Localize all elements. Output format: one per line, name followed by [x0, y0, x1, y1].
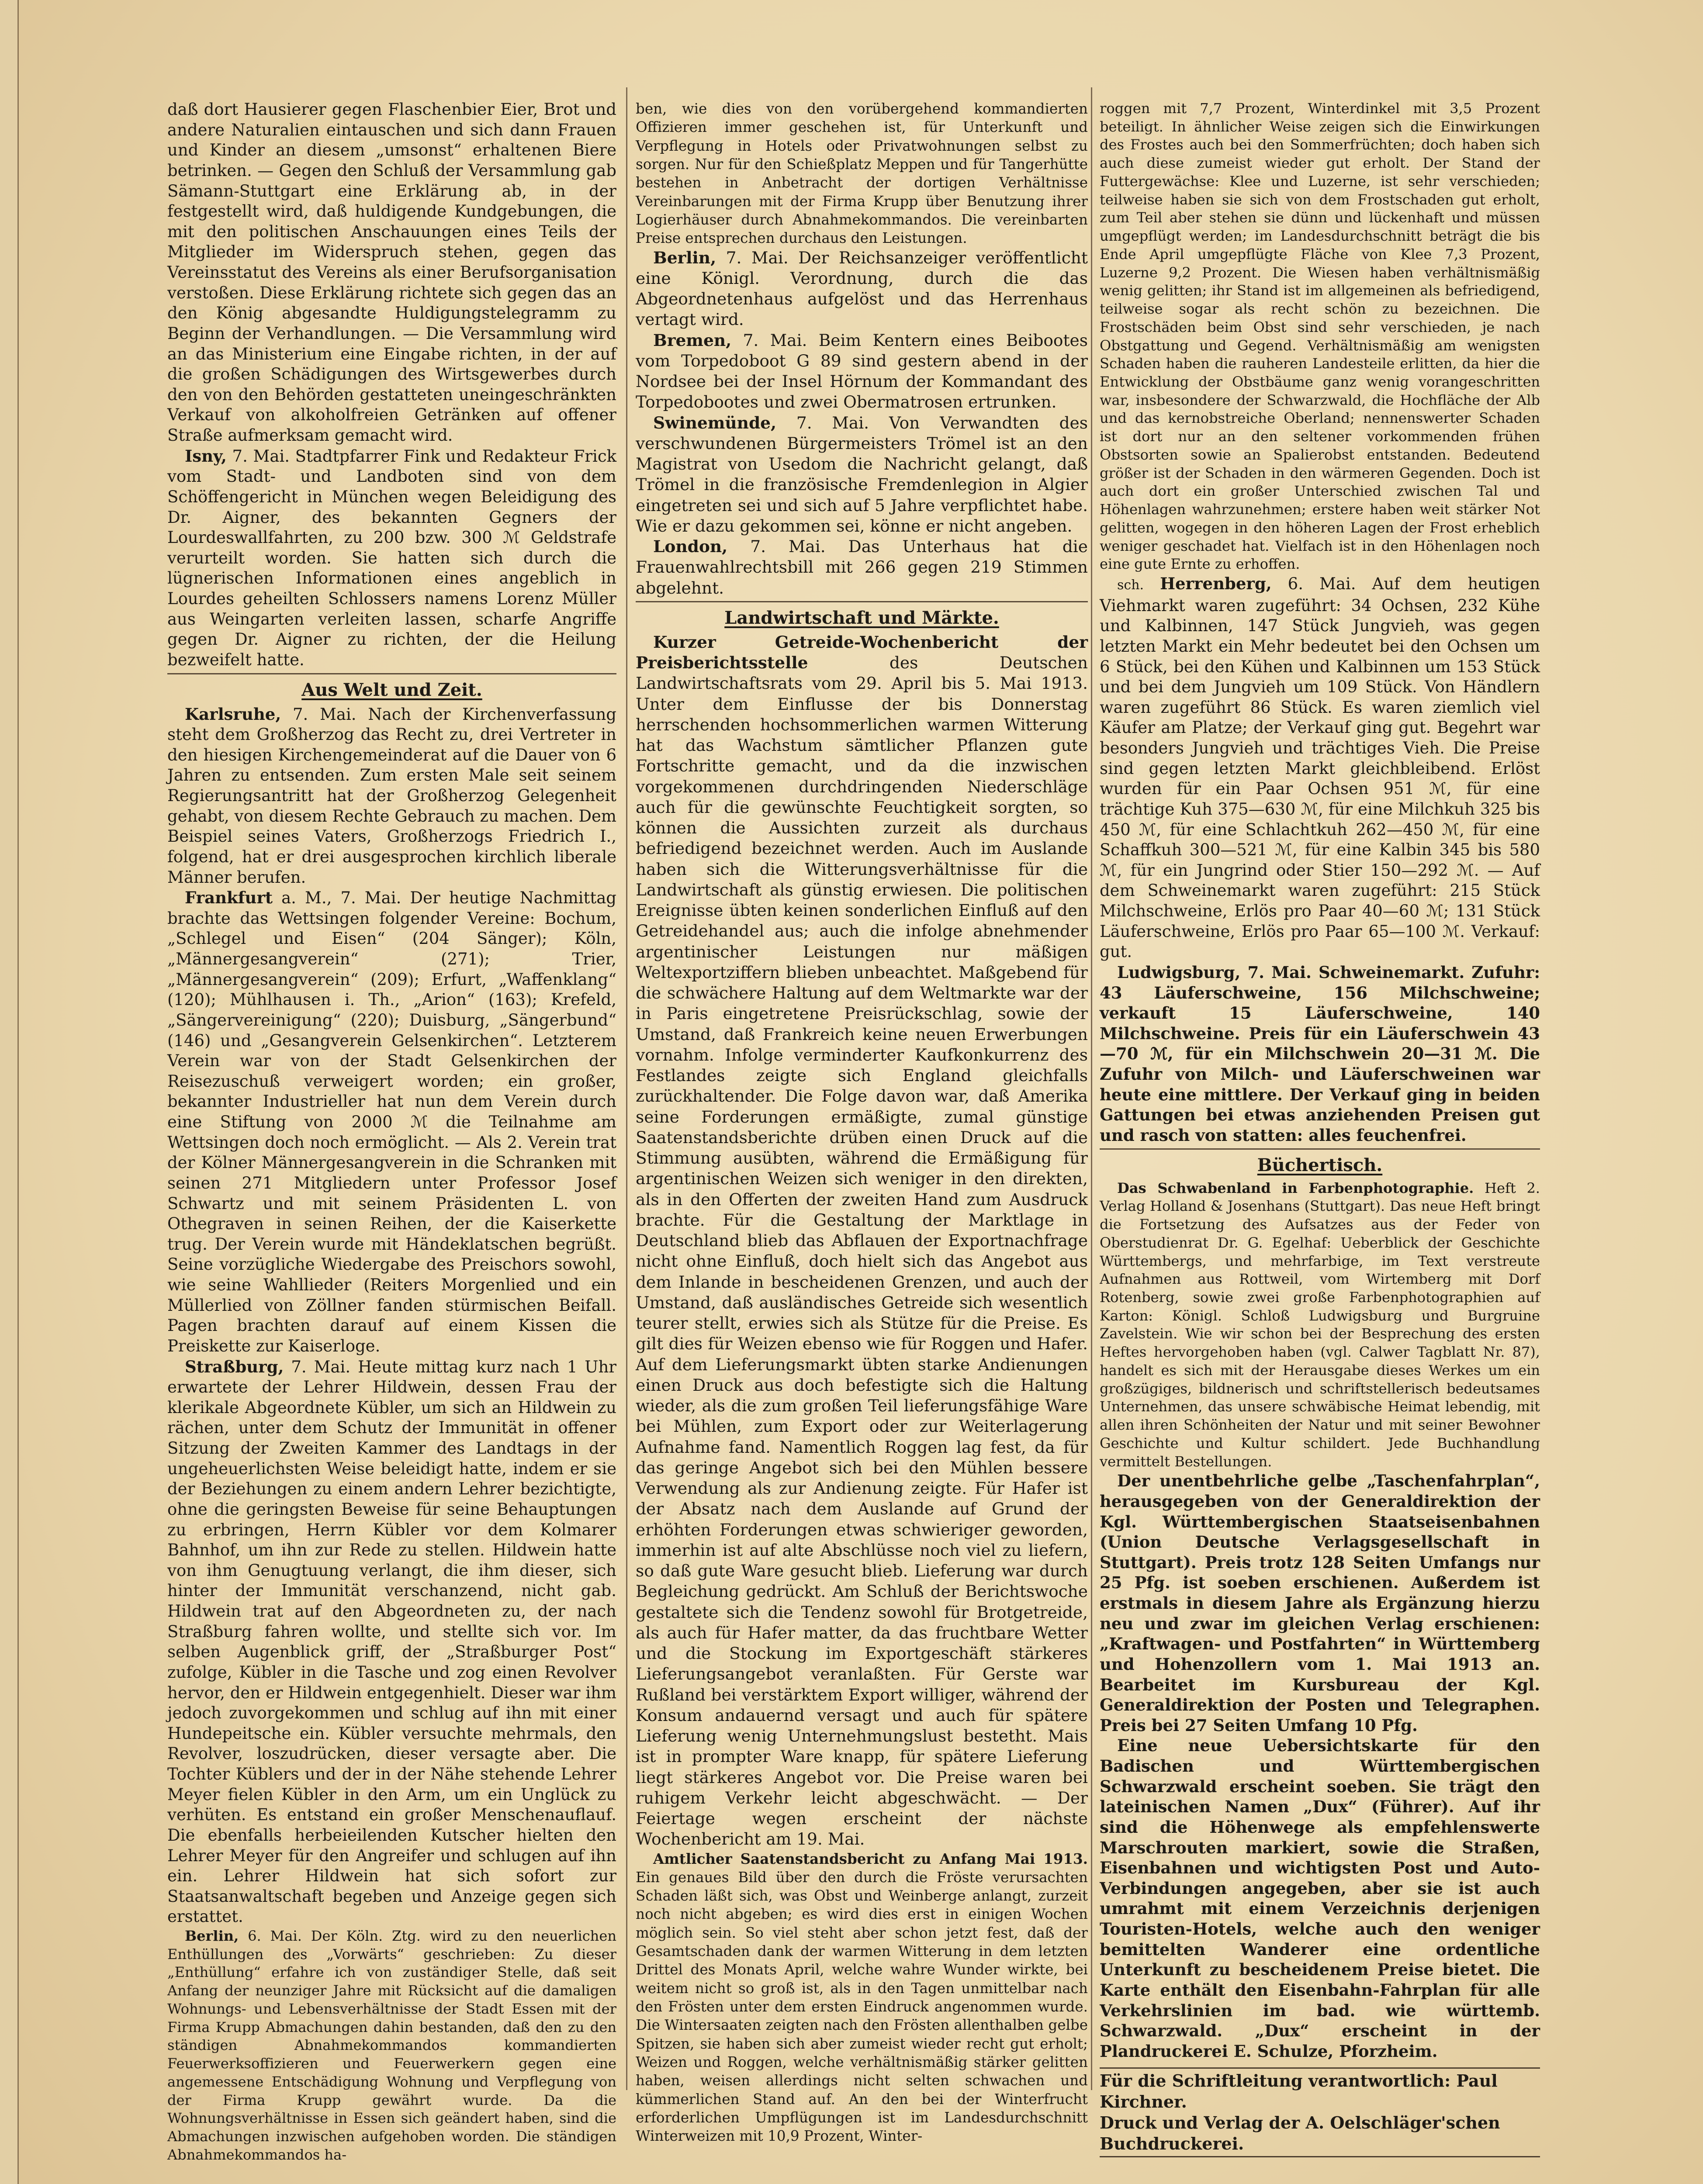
article-karlsruhe: Karlsruhe, 7. Mai. Nach der Kirchenverfassung steht dem Großherzog das Recht zu, drei Vertreter in den hiesigen Kirchengemeinderat auf die Dauer von 6 Jahren zu entsenden. Zum ersten Male seit seinem Regierungsantritt hat der Großherzog Gelegenheit gehabt, von diesem Rechte Gebrauch zu machen. Dem Beispiel seines Vaters, Großherzogs Friedrich I., folgend, hat er drei ausgesprochen kirchlich liberale Männer berufen.: [167, 704, 616, 887]
column-2: [636, 100, 1088, 2146]
article-taschenfahrplan: Der unentbehrliche gelbe „Taschenfahrplan“, herausgegeben von der Generaldirektion der Kgl. Württembergischen Staatseisenbahnen (Union Deutsche Verlagsgesellschaft in Stuttgart). Preis trotz 128 Seiten Umfangs nur 25 Pfg. ist soeben erschienen. Außerdem ist erstmals in diesem Jahre als Ergänzung hierzu neu und zwar im gleichen Verlag erschienen: „Kraftwagen- und Postfahrten“ in Württemberg und Hohenzollern vom 1. Mai 1913 an. Bearbeitet im Kursbureau der Kgl. Generaldirektion der Posten und Telegraphen. Preis bei 27 Seiten Umfang 10 Pfg.: [1100, 1471, 1540, 1735]
column-3: [1100, 100, 1540, 2157]
article-strassburg: Straßburg, 7. Mai. Heute mittag kurz nach 1 Uhr erwartete der Lehrer Hildwein, dessen Frau der klerikale Abgeordnete Kübler, um sich an Hildwein zu rächen, unter dem Schutz der Immunität in offener Sitzung der Zweiten Kammer des Landtags in der ungeheuerlichsten Weise beleidigt hatte, indem er sie der Beziehungen zu einem andern Lehrer bezichtigte, ohne die geringsten Beweise für seine Behauptungen zu erbringen, Herrn Kübler vor dem Kolmarer Bahnhof, um ihn zur Rede zu stellen. Hildwein hatte von ihm Genugtuung verlangt, die ihm dieser, sich hinter der Immunität verschanzend, nicht gab. Hildwein trat auf den Abgeordneten zu, der nach Straßburg fahren wollte, und stellte sich vor. Im selben Augenblick griff, der „Straßburger Post“ zufolge, Kübler in die Tasche und zog einen Revolver hervor, den er Hildwein entgegenhielt. Dieser war ihm jedoch zuvorgekommen und schlug auf ihn mit einer Hundepeitsche ein. Kübler versuchte mehrmals, den Revolver, loszudrücken, dieser versagte aber. Die Tochter Küblers und der in der Nähe stehende Lehrer Meyer fielen Kübler in den Arm, um ein Unglück zu verhüten. Es entstand ein großer Menschenauflauf. Die ebenfalls herbeieilenden Kutscher hielten den Lehrer Meyer für den Angreifer und schlugen auf ihn ein. Lehrer Hildwein hat sich sofort zur Staatsanwaltschaft begeben und Anzeige gegen sich erstattet.: [167, 1357, 616, 1926]
article-schwabenland: Das Schwabenland in Farbenphotographie. Heft 2. Verlag Holland & Josenhans (Stuttgart). Das neue Heft bringt die Fortsetzung des Aufsatzes aus der Feder von Oberstudienrat Dr. G. Egelhaf: Ueberblick der Geschichte Württembergs, und mehrfarbige, im Text verstreute Aufnahmen aus Rottweil, vom Wirtemberg mit Dorf Rotenberg, sowie zwei große Farbenphotographien auf Karton: Königl. Schloß Ludwigsburg und Burgruine Zavelstein. Wie wir schon bei der Besprechung des ersten Heftes hervorgehoben haben (vgl. Calwer Tagblatt Nr. 87), handelt es sich mit der Herausgabe dieses Werkes um ein großzügiges, bildnerisch und schriftstellerisch bedeutsames Unternehmen, das unsere schwäbische Heimat lebendig, mit allen ihren Schönheiten der Natur und mit seiner Bewohner Geschichte und Kultur schildert. Jede Buchhandlung vermittelt Bestellungen.: [1100, 1179, 1540, 1470]
article-swinemuende: Swinemünde, 7. Mai. Von Verwandten des verschwundenen Bürgermeisters Trömel ist an den Magistrat von Usedom die Nachricht gelangt, daß Trömel in die französische Fremdenlegion in Algier eingetreten sei und sich auf 5 Jahre verpflichtet habe. Wie er dazu gekommen sei, könne er nicht angeben.: [636, 413, 1088, 536]
article-london: London, 7. Mai. Das Unterhaus hat die Frauenwahlrechtsbill mit 266 gegen 219 Stimmen abgelehnt.: [636, 537, 1088, 598]
section-rule: [1100, 1148, 1540, 1150]
imprint-publisher: Druck und Verlag der A. Oelschläger'schen Buchdruckerei.: [1100, 2113, 1500, 2154]
article-saatenstand: Amtlicher Saatenstandsbericht zu Anfang Mai 1913. Ein genaues Bild über den durch die Fröste verursachten Schaden läßt sich, was Obst und Weinberge anlangt, zurzeit noch nicht abgeben; es wird dies erst in einigen Wochen möglich sein. So viel steht aber schon jetzt fest, daß der Gesamtschaden dank der warmen Witterung in dem letzten Drittel des Monats April, welche wahre Wunder wirkte, bei weitem nicht so groß ist, als in den Tagen unmittelbar nach den Frösten unter dem ersten Eindruck angenommen wurde. Die Wintersaaten zeigten nach den Frösten allenthalben gelbe Spitzen, sie haben sich aber zumeist wieder recht gut erholt; Weizen und Roggen, welche verhältnismäßig stärker gelitten haben, weisen allerdings nicht selten schwachen und kümmerlichen Stand auf. An den bei der Winterfrucht erforderlichen Umpflügungen ist im Landesdurchschnitt Winterweizen mit 10,9 Prozent, Winter-: [636, 1850, 1088, 2145]
article-isny: Isny, 7. Mai. Stadtpfarrer Fink und Redakteur Frick vom Stadt- und Landboten sind von dem Schöffengericht in München wegen Beleidigung des Dr. Aigner, des bekannten Gegners der Lourdeswallfahrten, zu 200 bzw. 300 ℳ Geldstrafe verurteilt worden. Sie hatten sich durch die lügnerischen Informationen eines angeblich in Lourdes geheilten Schlossers namens Lorenz Müller aus Weingarten verleiten lassen, scharfe Angriffe gegen Dr. Aigner zu richten, der die Heilung bezweifelt hatte.: [167, 446, 616, 669]
previous-page-edge: [0, 0, 17, 2184]
section-heading: Büchertisch.: [1257, 1154, 1383, 1175]
imprint: [1100, 2067, 1540, 2157]
column-divider: [1091, 87, 1092, 2090]
imprint-editor: Für die Schriftleitung verantwortlich: Paul Kirchner.: [1100, 2071, 1498, 2112]
article-text: roggen mit 7,7 Prozent, Winterdinkel mit 3,5 Prozent beteiligt. In ähnlicher Weise zeigen sich die Einwirkungen des Frostes auch bei den Sommerfrüchten; doch haben sich auch diese zumeist wieder gut erholt. Der Stand der Futtergewächse: Klee und Luzerne, ist sehr verschieden; teilweise haben sie sich von dem Frostschaden gut erholt, zum Teil aber stehen sie dünn und lückenhaft und müssen umgepflügt werden; im Landesdurchschnitt beträgt die bis Ende April umgepflügte Fläche von Klee 7,3 Prozent, Luzerne 9,2 Prozent. Die Wiesen haben verhältnismäßig wenig gelitten; ihr Stand ist im allgemeinen als befriedigend, teilweise sogar als recht schön zu bezeichnen. Die Frostschäden beim Obst sind sehr verschieden, je nach Obstgattung und Gegend. Verhältnismäßig am wenigsten Schaden haben die rauheren Landesteile erlitten, da hier die Entwicklung der Obstbäume ganz wenig vorangeschritten war, insbesondere der Schwarzwald, die Hochfläche der Alb und das kernobstreiche Oberland; nennenswerter Schaden ist dort nur an den seltener vorkommenden frühen Obstsorten sowie an Spalierobst entstanden. Bedeutend größer ist der Schaden in den wärmeren Gegenden. Doch ist auch dort ein großer Unterschied zwischen Tal und Höhenlagen wahrzunehmen; erstere haben weit stärker Not gelitten, wogegen in den höheren Lagen der Frost erheblich weniger geschadet hat. Vielfach ist in den Höhenlagen noch eine gute Ernte zu erhoffen.: [1100, 100, 1540, 573]
column-1: [167, 100, 616, 2164]
article-text: daß dort Hausierer gegen Flaschenbier Eier, Brot und andere Naturalien eintauschen und sich dann Frauen und Kinder an diesem „umsonst“ erhaltenen Biere betrinken. — Gegen den Schluß der Versammlung gab Sämann-Stuttgart eine Erklärung ab, in der festgestellt wird, daß huldigende Kundgebungen, die mit den politischen Anschauungen eines Teils der Mitglieder im Widerspruch stehen, gegen das Vereinsstatut des Vereins als einer Berufsorganisation verstoßen. Diese Erklärung richtete sich gegen das an den König abgesandte Huldigungstelegramm zu Beginn der Verhandlungen. — Die Versammlung wird an das Ministerium eine Eingabe richten, in der auf die großen Schädigungen des Wirtsgewerbes durch den von den Behörden gestatteten uneingeschränkten Verkauf von alkoholfreien Getränken auf offener Straße aufmerksam gemacht wird.: [167, 100, 616, 445]
article-bremen: Bremen, 7. Mai. Beim Kentern eines Beibootes vom Torpedoboot G 89 sind gestern abend in der Nordsee bei der Insel Hörnum der Kommandant des Torpedobootes und zwei Obermatrosen ertrunken.: [636, 330, 1088, 412]
article-dux-karte: Eine neue Uebersichtskarte für den Badischen und Württembergischen Schwarzwald erscheint soeben. Sie trägt den lateinischen Namen „Dux“ (Führer). Auf ihr sind die Höhenwege als empfehlenswerte Marschrouten markiert, sowie die Straßen, Eisenbahnen und wichtigsten Post und Auto-Verbindungen angegeben, aber sie ist auch umrahmt mit einem Verzeichnis derjenigen Touristen-Hotels, welche auch den weniger bemittelten Wanderer eine ordentliche Unterkunft zu bescheidenem Preise bietet. Die Karte enthält den Eisenbahn-Fahrplan für alle Verkehrslinien im bad. wie württemb. Schwarzwald. „Dux“ erscheint in der Plandruckerei E. Schulze, Pforzheim.: [1100, 1736, 1540, 2061]
section-heading: Aus Welt und Zeit.: [301, 679, 482, 700]
article-berlin: Berlin, 7. Mai. Der Reichsanzeiger veröffentlicht eine Königl. Verordnung, durch die das Abgeordnetenhaus aufgelöst und das Herrenhaus vertagt wird.: [636, 248, 1088, 329]
section-heading: Landwirtschaft und Märkte.: [724, 607, 999, 628]
section-rule: [636, 601, 1088, 602]
article-herrenberg: sch. Herrenberg, 6. Mai. Auf dem heutigen Viehmarkt waren zugeführt: 34 Ochsen, 232 Kühe und Kalbinnen, 147 Stück Jungvieh, was gegen letzten Markt ein Mehr bedeutet bei den Ochsen um 6 Stück, bei den Kühen und Kalbinnen um 153 Stück und bei dem Jungvieh um 109 Stück. Von Händlern waren zugeführt 86 Stück. Es waren ziemlich viel Käufer am Platze; der Verkauf ging gut. Begehrt war besonders Jungvieh und trächtiges Vieh. Die Preise sind gegen letzten Markt gleichbleibend. Erlöst wurden für ein Paar Ochsen 951 ℳ, für eine trächtige Kuh 375—630 ℳ, für eine Milchkuh 325 bis 450 ℳ, für eine Schlachtkuh 262—450 ℳ, für eine Schaffkuh 300—521 ℳ, für eine Kalbin 345 bis 580 ℳ, für ein Jungrind oder Stier 150—292 ℳ. — Auf dem Schweinemarkt waren zugeführt: 215 Stück Milchschweine, Erlös pro Paar 40—60 ℳ; 131 Stück Läuferschweine, Erlös pro Paar 65—100 ℳ. Verkauf: gut.: [1100, 574, 1540, 961]
article-getreide: Kurzer Getreide-Wochenbericht der Preisberichtsstelle des Deutschen Landwirtschaftsrats vom 29. April bis 5. Mai 1913. Unter dem Einflusse der bis Donnerstag herrschenden hochsommerlichen warmen Witterung hat das Wachstum sämtlicher Pflanzen gute Fortschritte gemacht, und da die inzwischen vorgekommenen durchdringenden Niederschläge auch für die gewünschte Feuchtigkeit sorgten, so können die Aussichten zurzeit als durchaus befriedigend bezeichnet werden. Auch im Auslande haben sich die Witterungsverhältnisse für die Landwirtschaft als günstig erwiesen. Die politischen Ereignisse übten keinen sonderlichen Einfluß auf den Getreidehandel aus; auch die infolge abnehmender argentinischer Leistungen nur mäßigen Weltexportziffern blieben unbeachtet. Maßgebend für die schwächere Haltung auf dem Weltmarkte war der in Paris eingetretene Preisrückschlag, sowie der Umstand, daß Frankreich keine neuen Erwerbungen vornahm. Infolge verminderter Kaufkonkurrenz des Festlandes zeigte sich England gleichfalls zurückhaltender. Die Folge davon war, daß Amerika seine Forderungen ermäßigte, zumal günstige Saatenstandsberichte drüben einen Druck auf die Stimmung ausübten, während die Ermäßigung für argentinischen Weizen sich weniger in den direkten, als in den Offerten der zweiten Hand zum Ausdruck brachte. Für die Gestaltung der Marktlage in Deutschland blieb das Abflauen der Exportnachfrage nicht ohne Einfluß, doch hielt sich das Angebot aus dem Inlande in bescheidenen Grenzen, und auch der Umstand, daß ausländisches Getreide sich wesentlich teurer stellt, erwies sich als Stütze für die Preise. Es gilt dies für Weizen ebenso wie für Roggen und Hafer. Auf dem Lieferungsmarkt übten starke Andienungen einen Druck aus doch befestigte sich die Haltung wieder, als die zum großen Teil lieferungsfähige Ware bei Mühlen, zum Export oder zur Weiterlagerung Aufnahme fand. Namentlich Roggen lag fest, da für das geringe Angebot sich bei den Mühlen bessere Verwendung als zur Andienung zeigte. Für Hafer ist der Absatz nach dem Auslande auf Grund der erhöhten Forderungen etwas schwieriger geworden, immerhin ist auf alte Abschlüsse noch viel zu liefern, so daß gute Ware gesucht blieb. Lieferung war durch Begleichung gedrückt. Am Schluß der Berichtswoche gestaltete sich die Tendenz sowohl für Brotgetreide, als auch für Hafer matter, da das fruchtbare Wetter und die Stockung im Exportgeschäft stärkeres Lieferungsangebot veranlaßten. Für Gerste war Rußland bei verstärktem Export williger, während der Konsum andauernd versagt und auch für spätere Lieferung wenig Unternehmungslust bestetht. Mais ist in prompter Ware knapp, für spätere Lieferung liegt stärkeres Angebot vor. Die Preise waren bei ruhigem Verkehr leicht abgeschwächt. — Der Feiertage wegen erscheint der nächste Wochenbericht am 19. Mai.: [636, 632, 1088, 1849]
column-divider: [626, 87, 627, 2090]
section-rule: [167, 673, 616, 674]
article-frankfurt: Frankfurt a. M., 7. Mai. Der heutige Nachmittag brachte das Wettsingen folgender Vereine: Bochum, „Schlegel und Eisen“ (204 Sänger); Köln, „Männergesangverein“ (271); Trier, „Männergesangverein“ (209); Erfurt, „Waffenklang“ (120); Mühlhausen i. Th., „Arion“ (163); Krefeld, „Sängervereinigung“ (220); Duisburg, „Sängerbund“ (146) und „Gesangverein Gelsenkirchen“. Letzterem Verein war von der Stadt Gelsenkirchen der Reisezuschuß verweigert worden; ein großer, bekannter Industrieller hat nun dem Verein durch eine Stiftung von 2000 ℳ die Teilnahme am Wettsingen doch noch ermöglicht. — Als 2. Verein trat der Kölner Männergesangverein in die Schranken mit seinen 271 Mitgliedern unter Professor Josef Schwartz und mit seinem Präsidenten L. von Othegraven in seinen Reihen, der die Kaiserkette trug. Der Verein wurde mit Händeklatschen begrüßt. Seine vorzügliche Wiedergabe des Preischors sowohl, wie seine Wahllieder (Reiters Morgenlied und ein Müllerlied von Zöllner fanden stürmischen Beifall. Pagen brachten darauf auf einem Kissen die Preiskette zur Kaiserloge.: [167, 888, 616, 1355]
newspaper-page: [17, 0, 1703, 2184]
article-text: ben, wie dies von den vorübergehend kommandierten Offizieren immer geschehen ist, für Unterkunft und Verpflegung in Hotels oder Privatwohnungen selbst zu sorgen. Nur für den Schießplatz Meppen und für Tangerhütte bestehen in Anbetracht der dortigen Verhältnisse Vereinbarungen mit der Firma Krupp über Benutzung ihrer Logierhäuser durch Abnahmekommandos. Die vereinbarten Preise entsprechen durchaus den Leistungen.: [636, 100, 1088, 247]
article-berlin: Berlin, 6. Mai. Der Köln. Ztg. wird zu den neuerlichen Enthüllungen des „Vorwärts“ geschrieben: Zu dieser „Enthüllung“ erfahre ich von zuständiger Stelle, daß seit Anfang der neunziger Jahre mit Rücksicht auf die damaligen Wohnungs- und Lebensverhältnisse der Stadt Essen mit der Firma Krupp Abmachungen dahin bestanden, daß den zu den ständigen Abnahmekommandos kommandierten Feuerwerksoffizieren und Feuerwerkern gegen eine angemessene Entschädigung Wohnung und Verpflegung von der Firma Krupp gewährt wurde. Da die Wohnungsverhältnisse in Essen sich geändert haben, sind die Abmachungen inzwischen aufgehoben worden. Die ständigen Abnahmekommandos ha-: [167, 1928, 616, 2163]
article-ludwigsburg: Ludwigsburg, 7. Mai. Schweinemarkt. Zufuhr: 43 Läuferschweine, 156 Milchschweine; verkauft 15 Läuferschweine, 140 Milchschweine. Preis für ein Läuferschwein 43—70 ℳ, für ein Milchschwein 20—31 ℳ. Die Zufuhr von Milch- und Läuferschweinen war heute eine mittlere. Der Verkauf ging in beiden Gattungen bei etwas anziehenden Preisen gut und rasch von statten: alles feuchenfrei.: [1100, 962, 1540, 1145]
